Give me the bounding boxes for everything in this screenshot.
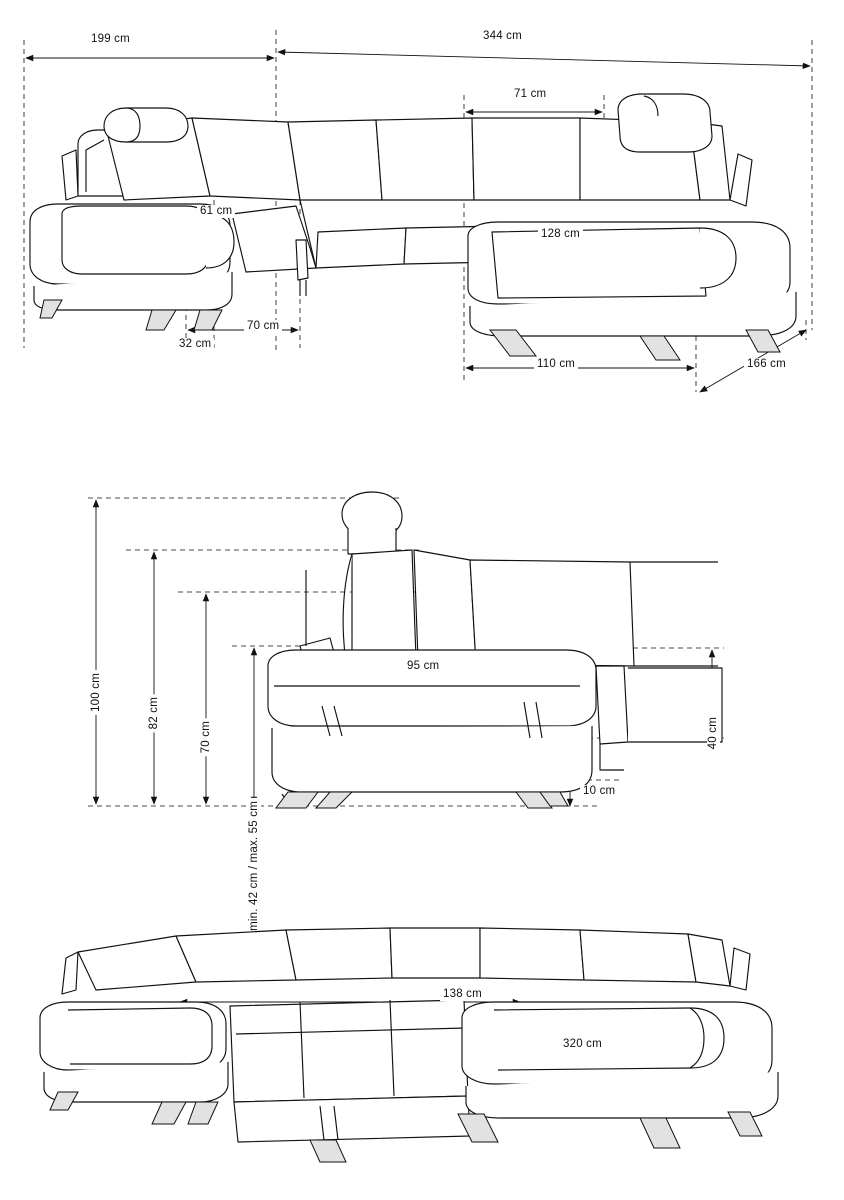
dim-label-71: 71 cm <box>511 88 549 101</box>
sofa-bed-outline <box>40 928 778 1142</box>
dim-label-344: 344 cm <box>480 30 525 43</box>
dim-label-166: 166 cm <box>744 358 789 371</box>
dim-label-128: 128 cm <box>538 228 583 241</box>
dim-label-70: 70 cm <box>244 320 282 333</box>
dim-label-61: 61 cm <box>197 205 235 218</box>
top-view <box>0 0 844 430</box>
dim-label-100: 100 cm <box>90 670 103 715</box>
dim-344-line <box>278 52 810 66</box>
dim-label-110: 110 cm <box>534 358 578 371</box>
sofa-top-outline <box>30 94 796 336</box>
bed-view <box>0 890 844 1200</box>
dim-label-32: 32 cm <box>176 338 214 351</box>
dim-label-95: 95 cm <box>404 660 442 673</box>
dim-label-320: 320 cm <box>560 1038 605 1051</box>
dim-label-40: 40 cm <box>707 714 720 752</box>
dim-label-10: 10 cm <box>580 785 618 798</box>
dim-label-42-55: min. 42 cm / max. 55 cm <box>248 798 261 934</box>
dim-label-199: 199 cm <box>88 33 133 46</box>
dim-label-70: 70 cm <box>200 718 213 756</box>
dim-label-138: 138 cm <box>440 988 485 1001</box>
dim-label-82: 82 cm <box>148 694 161 732</box>
sofa-legs-side <box>276 792 568 808</box>
side-view <box>0 450 844 931</box>
sofa-side-outline <box>268 492 722 806</box>
